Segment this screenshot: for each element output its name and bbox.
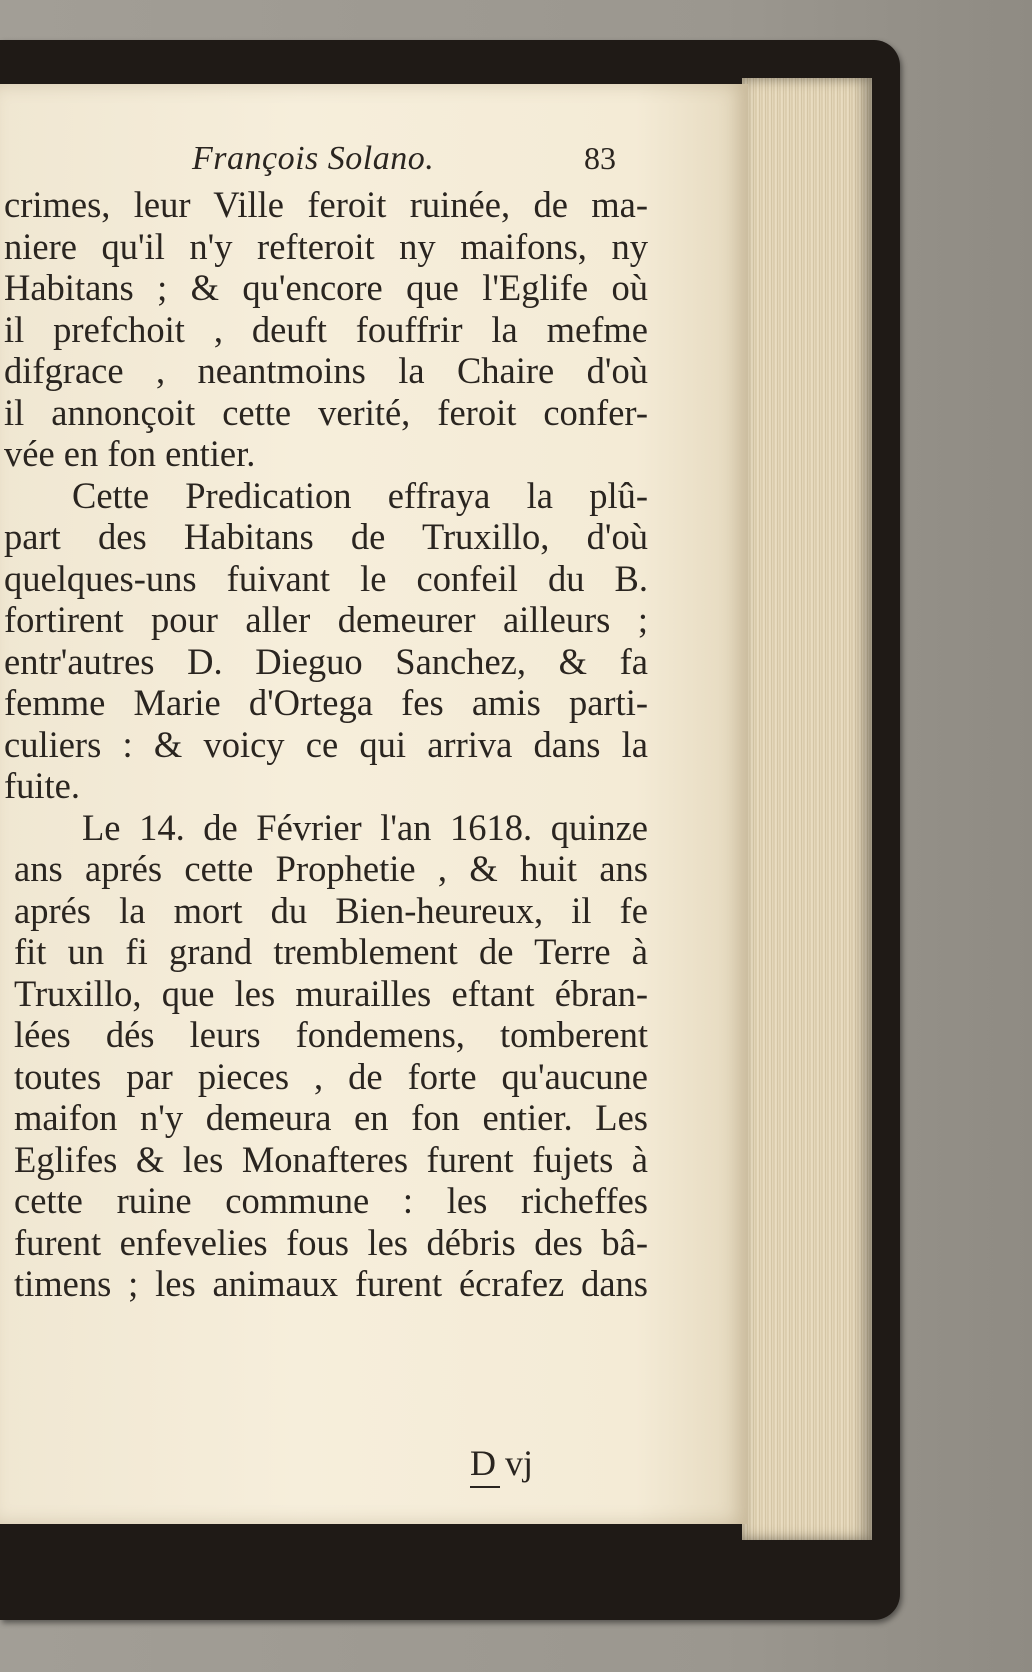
paragraph-1	[4, 184, 648, 475]
text-line: fit un fi grand tremblement de Terre à	[14, 931, 648, 972]
text-line: Truxillo, que les murailles eftant ébran-	[14, 972, 648, 1014]
text-line: Habitans ; & qu'encore que l'Eglife où	[4, 267, 648, 308]
text-line: femme Marie d'Ortega fes amis parti-	[4, 682, 648, 723]
text-line: timens ; les animaux furent écrafez dans	[14, 1263, 648, 1304]
text-line: entr'autres D. Dieguo Sanchez, & fa	[4, 640, 648, 682]
text-line: fortirent pour aller demeurer ailleurs ;	[4, 599, 648, 640]
text-line: toutes par pieces , de forte qu'aucune	[14, 1055, 648, 1097]
text-line: difgrace , neantmoins la Chaire d'où	[4, 350, 648, 391]
page-fore-edge	[742, 78, 872, 1540]
text-line: aprés la mort du Bien-heureux, il fe	[14, 889, 648, 931]
text-line: ans aprés cette Prophetie , & huit ans	[14, 848, 648, 889]
text-line: culiers : & voicy ce qui arriva dans la	[4, 723, 648, 765]
text-line: Le 14. de Février l'an 1618. quinze	[82, 806, 648, 848]
signature-mark: D vj	[470, 1443, 533, 1483]
text-line: maifon n'y demeura en fon entier. Les	[14, 1097, 648, 1138]
running-title: François Solano.	[192, 140, 435, 177]
page-number: 83	[584, 140, 616, 176]
text-line: part des Habitans de Truxillo, d'où	[4, 516, 648, 557]
text-line: cette ruine commune : les richeffes	[14, 1180, 648, 1221]
text-line: il annonçoit cette verité, feroit confer-	[4, 391, 648, 433]
paragraph-3	[4, 807, 648, 1305]
text-line: Eglifes & les Monafteres furent fujets à	[14, 1138, 648, 1180]
text-line: vée en fon entier.	[4, 433, 256, 474]
book-page	[0, 84, 748, 1524]
page-text-block	[4, 140, 648, 1483]
text-line: il prefchoit , deuft fouffrir la mefme	[4, 308, 648, 350]
text-line: crimes, leur Ville feroit ruinée, de ma-	[4, 184, 648, 225]
text-line: furent enfevelies fous les débris des bâ-	[14, 1221, 648, 1263]
text-line: Cette Predication effraya la plû-	[72, 474, 648, 516]
text-line: niere qu'il n'y refteroit ny maifons, ny	[4, 225, 648, 267]
text-line: fuite.	[4, 765, 81, 806]
text-line: quelques-uns fuivant le confeil du B.	[4, 557, 648, 599]
text-line: lées dés leurs fondemens, tomberent	[14, 1014, 648, 1055]
running-head	[4, 140, 648, 184]
paragraph-2	[4, 475, 648, 807]
